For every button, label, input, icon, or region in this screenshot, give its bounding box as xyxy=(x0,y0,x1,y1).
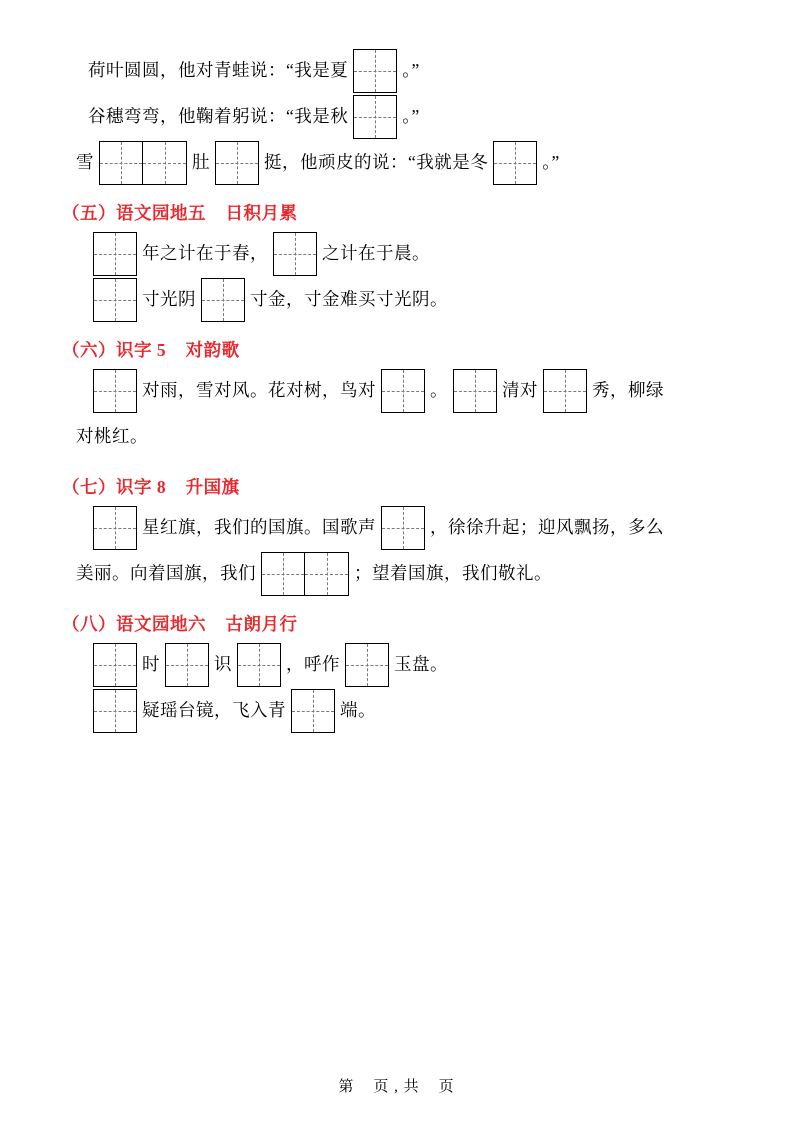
exercise-line xyxy=(62,414,731,460)
exercise-line xyxy=(62,505,731,551)
guide-line-vertical xyxy=(115,690,116,732)
exercise-text: 挺，他顽皮的说：“我就是冬 xyxy=(264,152,489,173)
exercise-text: 时 xyxy=(142,654,160,675)
guide-line-horizontal xyxy=(494,163,536,164)
guide-line-vertical xyxy=(327,553,328,595)
exercise-text: 对桃红。 xyxy=(76,426,148,447)
guide-line-vertical xyxy=(223,279,224,321)
exercise-text: 秀，柳绿 xyxy=(592,380,664,401)
tianzige-box[interactable] xyxy=(165,643,209,687)
tianzige-box[interactable] xyxy=(201,278,245,322)
guide-line-vertical xyxy=(375,96,376,138)
tianzige-box[interactable] xyxy=(353,49,397,93)
tianzige-box[interactable] xyxy=(543,369,587,413)
exercise-text: ，徐徐升起；迎风飘扬，多么 xyxy=(430,517,664,538)
section-heading: （七）识字 8 升国旗 xyxy=(62,477,240,497)
guide-line-horizontal xyxy=(262,574,304,575)
exercise-text: 之计在于晨。 xyxy=(322,243,430,264)
exercise-line xyxy=(62,368,731,414)
exercise-line xyxy=(62,94,731,140)
exercise-text: 肚 xyxy=(192,152,210,173)
exercise-line xyxy=(62,688,731,734)
exercise-line xyxy=(62,551,731,597)
guide-line-vertical xyxy=(115,507,116,549)
tianzige-box[interactable] xyxy=(345,643,389,687)
exercise-line xyxy=(62,642,731,688)
section-heading: （八）语文园地六 古朗月行 xyxy=(62,614,298,634)
exercise-text: 谷穗弯弯，他鞠着躬说：“我是秋 xyxy=(88,106,349,127)
guide-line-horizontal xyxy=(382,528,424,529)
exercise-text: ；望着国旗，我们敬礼。 xyxy=(354,563,552,584)
tianzige-box[interactable] xyxy=(93,643,137,687)
exercise-text: 玉盘。 xyxy=(394,654,448,675)
guide-line-horizontal xyxy=(354,71,396,72)
guide-line-vertical xyxy=(565,370,566,412)
guide-line-vertical xyxy=(313,690,314,732)
tianzige-box[interactable] xyxy=(261,552,305,596)
exercise-text: 。” xyxy=(402,106,420,127)
guide-line-horizontal xyxy=(100,163,142,164)
exercise-text: 。” xyxy=(542,152,560,173)
guide-line-horizontal xyxy=(382,391,424,392)
guide-line-horizontal xyxy=(143,163,186,164)
tianzige-box[interactable] xyxy=(93,278,137,322)
tianzige-box[interactable] xyxy=(93,689,137,733)
guide-line-vertical xyxy=(515,142,516,184)
guide-line-vertical xyxy=(403,507,404,549)
guide-line-vertical xyxy=(187,644,188,686)
guide-line-vertical xyxy=(237,142,238,184)
section-five xyxy=(62,200,731,323)
tianzige-box[interactable] xyxy=(291,689,335,733)
exercise-text: 星红旗，我们的国旗。国歌声 xyxy=(142,517,376,538)
top-exercise-block xyxy=(62,48,731,186)
exercise-text: ，呼作 xyxy=(286,654,340,675)
guide-line-horizontal xyxy=(166,665,208,666)
guide-line-horizontal xyxy=(94,300,136,301)
tianzige-box[interactable] xyxy=(273,232,317,276)
tianzige-box-group xyxy=(99,141,187,185)
guide-line-horizontal xyxy=(94,711,136,712)
guide-line-horizontal xyxy=(94,528,136,529)
exercise-text: 荷叶圆圆，他对青蛙说：“我是夏 xyxy=(88,60,349,81)
guide-line-vertical xyxy=(283,553,284,595)
guide-line-horizontal xyxy=(274,254,316,255)
tianzige-box[interactable] xyxy=(93,506,137,550)
exercise-line xyxy=(62,48,731,94)
guide-line-vertical xyxy=(295,233,296,275)
guide-line-horizontal xyxy=(238,665,280,666)
exercise-text: 。” xyxy=(402,60,420,81)
exercise-text: 寸光阴 xyxy=(142,289,196,310)
exercise-text: 寸金，寸金难买寸光阴。 xyxy=(250,289,448,310)
exercise-text: 端。 xyxy=(340,700,376,721)
tianzige-box[interactable] xyxy=(93,232,137,276)
guide-line-vertical xyxy=(115,279,116,321)
guide-line-vertical xyxy=(375,50,376,92)
guide-line-vertical xyxy=(115,370,116,412)
page-footer: 第 页 , 共 页 xyxy=(338,1079,455,1095)
guide-line-horizontal xyxy=(305,574,348,575)
tianzige-box-group xyxy=(261,552,349,596)
exercise-text: 识 xyxy=(214,654,232,675)
guide-line-horizontal xyxy=(94,391,136,392)
exercise-text: 清对 xyxy=(502,380,538,401)
guide-line-horizontal xyxy=(354,117,396,118)
tianzige-box[interactable] xyxy=(215,141,259,185)
guide-line-vertical xyxy=(165,142,166,184)
exercise-text: 。 xyxy=(430,380,448,401)
exercise-text: 疑瑶台镜，飞入青 xyxy=(142,700,286,721)
guide-line-horizontal xyxy=(454,391,496,392)
tianzige-box[interactable] xyxy=(493,141,537,185)
guide-line-vertical xyxy=(115,233,116,275)
guide-line-horizontal xyxy=(346,665,388,666)
guide-line-horizontal xyxy=(94,254,136,255)
guide-line-horizontal xyxy=(94,665,136,666)
guide-line-horizontal xyxy=(216,163,258,164)
guide-line-horizontal xyxy=(202,300,244,301)
tianzige-box[interactable] xyxy=(143,141,187,185)
tianzige-box[interactable] xyxy=(305,552,349,596)
exercise-line xyxy=(62,231,731,277)
guide-line-horizontal xyxy=(292,711,334,712)
tianzige-box[interactable] xyxy=(381,506,425,550)
guide-line-vertical xyxy=(115,644,116,686)
guide-line-horizontal xyxy=(544,391,586,392)
exercise-line xyxy=(62,140,731,186)
tianzige-box[interactable] xyxy=(381,369,425,413)
section-six xyxy=(62,337,731,460)
exercise-text: 对雨，雪对风。花对树，鸟对 xyxy=(142,380,376,401)
tianzige-box[interactable] xyxy=(453,369,497,413)
section-heading: （六）识字 5 对韵歌 xyxy=(62,340,240,360)
tianzige-box[interactable] xyxy=(99,141,143,185)
section-heading: （五）语文园地五 日积月累 xyxy=(62,203,298,223)
exercise-text: 美丽。向着国旗，我们 xyxy=(76,563,256,584)
tianzige-box[interactable] xyxy=(237,643,281,687)
guide-line-vertical xyxy=(121,142,122,184)
exercise-text: 年之计在于春， xyxy=(142,243,268,264)
guide-line-vertical xyxy=(403,370,404,412)
tianzige-box[interactable] xyxy=(353,95,397,139)
exercise-line xyxy=(62,277,731,323)
guide-line-vertical xyxy=(367,644,368,686)
guide-line-vertical xyxy=(259,644,260,686)
tianzige-box[interactable] xyxy=(93,369,137,413)
exercise-text: 雪 xyxy=(76,152,94,173)
section-seven xyxy=(62,474,731,597)
guide-line-vertical xyxy=(475,370,476,412)
section-eight xyxy=(62,611,731,734)
